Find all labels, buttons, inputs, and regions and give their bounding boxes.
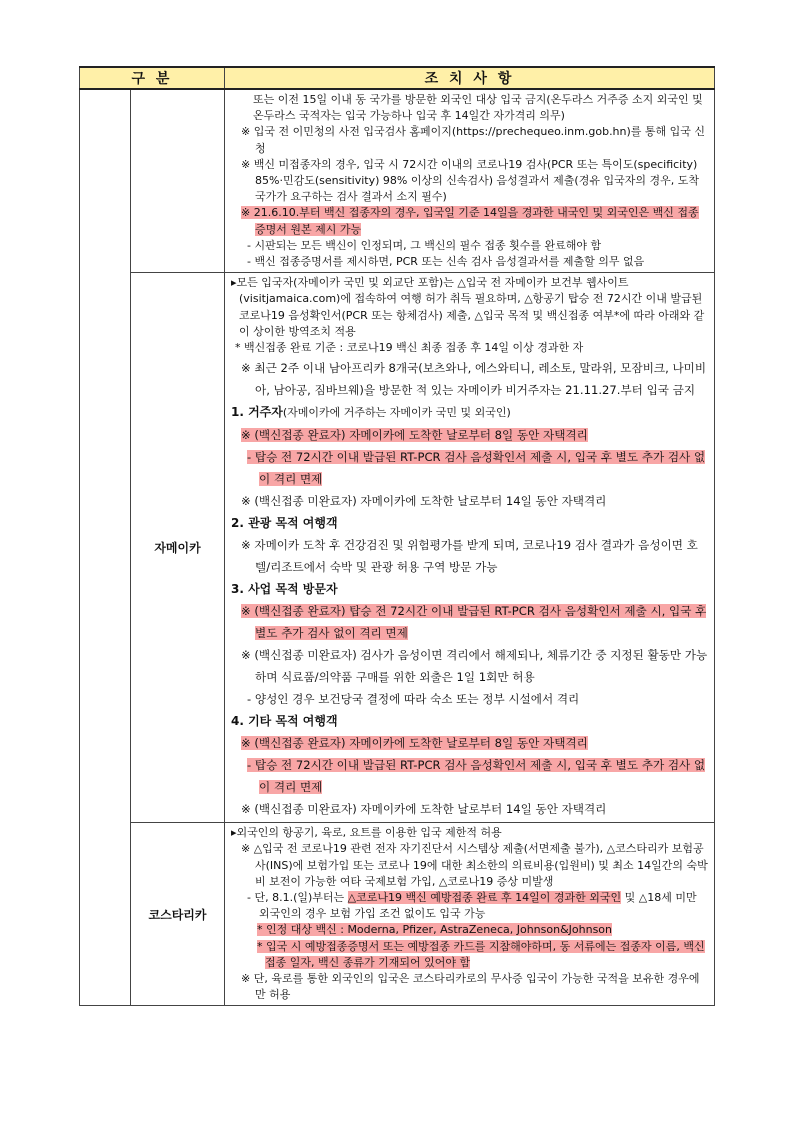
table-row-continued [80,89,715,273]
region-cell [80,89,131,1006]
measures-table [79,66,715,1006]
section-heading: 4. 기타 목적 여행객 [231,714,338,729]
country-costarica: 코스타리카 [131,823,225,1006]
table-row-jamaica [80,273,715,823]
text-line: ※ (백신접종 미완료자) 자메이카에 도착한 날로부터 14일 동안 자택격리 [241,802,607,817]
measures-cell-costarica [225,823,715,1006]
measures-cell [225,89,715,273]
text-line-partly-highlighted: - 단, 8.1.(일)부터는 △코로나19 백신 예방접종 완료 후 14일이 경과한 외국인 및 △18세 미만 외국인의 경우 보험 가입 조건 없이도 입국 가능 [247,891,697,921]
measures-cell-jamaica [225,273,715,823]
intro-text: ▸외국인의 항공기, 육로, 요트를 이용한 입국 제한적 허용 [231,826,502,840]
note-text: * 백신접종 완료 기준 : 코로나19 백신 최종 접종 후 14일 이상 경과한 자 [235,341,584,355]
text-line: ※ (백신접종 미완료자) 자메이카에 도착한 날로부터 14일 동안 자택격리 [241,494,607,509]
section-heading: 2. 관광 목적 여행객 [231,516,338,531]
text-line-highlighted: ※ (백신접종 완료자) 자메이카에 도착한 날로부터 8일 동안 자택격리 [241,736,588,751]
text-line: 또는 이전 15일 이내 동 국가를 방문한 외국인 대상 입국 금지(온두라스 거주증 소지 외국인 및 온두라스 국적자는 입국 가능하나 입국 후 14일간 자가격리 의무) [253,93,703,123]
text-line: - 백신 접종증명서를 제시하면, PCR 또는 신속 검사 음성결과서를 제출할 의무 없음 [247,255,645,269]
text-line-highlighted: * 인정 대상 백신 : Moderna, Pfizer, AstraZeneca, Johnson&Johnson [257,923,613,937]
text-line: ※ △입국 전 코로나19 관련 전자 자기진단서 시스템상 제출(서면제출 불가), △코스타리카 보험공사(INS)에 보험가입 또는 코로나 19에 대한 최소한의 의료비용(입원비) 및 최소 14일간의 숙박비 보전이 가능한 여타 국제보험 가입, △코로나19 증상 미발생 [241,842,708,888]
text-line-highlighted: - 탑승 전 72시간 이내 발급된 RT-PCR 검사 음성확인서 제출 시, 입국 후 별도 추가 검사 없이 격리 면제 [247,758,706,795]
country-jamaica: 자메이카 [131,273,225,823]
category-cell-empty [131,89,225,273]
intro-text: ▸모든 입국자(자메이카 국민 및 외교단 포함)는 △입국 전 자메이카 보건부 웹사이트(visitjamaica.com)에 접속하여 여행 허가 취득 필요하며, △항공기 탑승 전 72시간 이내 발급된 코로나19 음성확인서(PCR 또는 항체검사) 제출, △입국 목적 및 백신접종 여부*에 따라 아래와 같이 상이한 방역조치 적용 [231,276,705,338]
document-page [79,66,715,1006]
table-header-row [80,67,715,89]
text-line: ※ 입국 전 이민청의 사전 입국검사 홈페이지(https://prechequeo.inm.gob.hn)를 통해 입국 신청 [241,125,706,155]
header-measures: 조 치 사 항 [225,67,715,89]
text-line-highlighted: ※ (백신접종 완료자) 탑승 전 72시간 이내 발급된 RT-PCR 검사 음성확인서 제출 시, 입국 후 별도 추가 검사 없이 격리 면제 [241,604,707,641]
text-line: ※ 백신 미접종자의 경우, 입국 시 72시간 이내의 코로나19 검사(PCR 또는 특이도(specificity) 85%·민감도(sensitivity) 98% 이상의 신속검사) 음성결과서 제출(경유 입국자의 경우, 도착 국가가 요구하는 검사 결과서 소지 필수) [241,157,699,204]
text-line-highlighted: ※ 21.6.10.부터 백신 접종자의 경우, 입국일 기준 14일을 경과한 내국인 및 외국인은 백신 접종증명서 원본 제시 가능 [241,206,699,236]
text-line-highlighted: * 입국 시 예방접종증명서 또는 예방접종 카드를 지참해야하며, 동 서류에는 접종자 이름, 백신 접종 일자, 백신 종류가 기재되어 있어야 함 [257,939,705,969]
header-category: 구 분 [80,67,225,89]
section-heading: 3. 사업 목적 방문자 [231,582,338,597]
note-text: ※ 최근 2주 이내 남아프리카 8개국(보츠와나, 에스와티니, 레소토, 말라위, 모잠비크, 나미비아, 남아공, 짐바브웨)을 방문한 적 있는 자메이카 비거주자는 21.11.27.부터 입국 금지 [241,361,707,398]
text-line: - 양성인 경우 보건당국 결정에 따라 숙소 또는 정부 시설에서 격리 [247,692,580,707]
section-heading: 1. 거주자(자메이카에 거주하는 자메이카 국민 및 외국인) [231,405,511,420]
text-line-highlighted: - 탑승 전 72시간 이내 발급된 RT-PCR 검사 음성확인서 제출 시, 입국 후 별도 추가 검사 없이 격리 면제 [247,450,706,487]
text-line: ※ 자메이카 도착 후 건강검진 및 위험평가를 받게 되며, 코로나19 검사 결과가 음성이면 호텔/리조트에서 숙박 및 관광 허용 구역 방문 가능 [241,538,698,575]
text-line-highlighted: ※ (백신접종 완료자) 자메이카에 도착한 날로부터 8일 동안 자택격리 [241,428,588,443]
table-row-costarica [80,823,715,1006]
text-line: ※ 단, 육로를 통한 외국인의 입국은 코스타리카로의 무사증 입국이 가능한 국적을 보유한 경우에만 허용 [241,972,700,1002]
text-line: ※ (백신접종 미완료자) 검사가 음성이면 격리에서 해제되나, 체류기간 중 지정된 활동만 가능하며 식료품/의약품 구매를 위한 외출은 1일 1회만 허용 [241,648,708,685]
text-line: - 시판되는 모든 백신이 인정되며, 그 백신의 필수 접종 횟수를 완료해야 함 [247,238,602,252]
